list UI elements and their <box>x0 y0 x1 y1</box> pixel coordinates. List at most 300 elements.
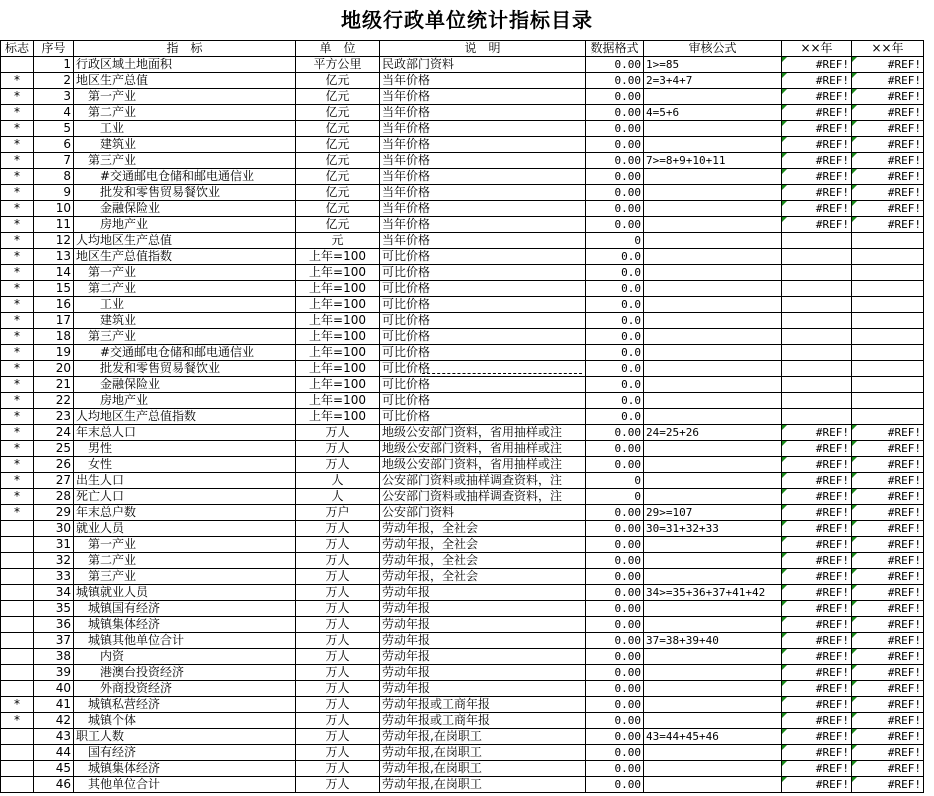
cell-year-1[interactable]: #REF! <box>782 505 852 521</box>
cell-format[interactable]: 0.00 <box>586 217 644 233</box>
cell-format[interactable]: 0.00 <box>586 121 644 137</box>
cell-year-2[interactable]: #REF! <box>852 121 924 137</box>
cell-format[interactable]: 0.0 <box>586 393 644 409</box>
cell-year-1[interactable]: #REF! <box>782 681 852 697</box>
cell-seq[interactable]: 27 <box>34 473 74 489</box>
cell-check-formula[interactable] <box>644 297 782 313</box>
cell-format[interactable]: 0.00 <box>586 441 644 457</box>
cell-year-2[interactable] <box>852 345 924 361</box>
cell-unit[interactable]: 万人 <box>296 601 380 617</box>
cell-indicator[interactable]: 其他单位合计 <box>74 777 296 793</box>
cell-year-1[interactable]: #REF! <box>782 105 852 121</box>
cell-check-formula[interactable] <box>644 313 782 329</box>
col-header-unit[interactable]: 单 位 <box>296 41 380 57</box>
cell-unit[interactable]: 人 <box>296 473 380 489</box>
cell-year-1[interactable] <box>782 409 852 425</box>
cell-year-2[interactable]: #REF! <box>852 697 924 713</box>
cell-check-formula[interactable] <box>644 745 782 761</box>
cell-seq[interactable]: 45 <box>34 761 74 777</box>
cell-description[interactable]: 劳动年报,在岗职工 <box>380 761 586 777</box>
cell-year-2[interactable]: #REF! <box>852 665 924 681</box>
cell-description[interactable]: 可比价格 <box>380 393 586 409</box>
cell-indicator[interactable]: 建筑业 <box>74 137 296 153</box>
cell-unit[interactable]: 上年=100 <box>296 377 380 393</box>
cell-year-2[interactable]: #REF! <box>852 441 924 457</box>
cell-seq[interactable]: 12 <box>34 233 74 249</box>
cell-check-formula[interactable]: 1>=85 <box>644 57 782 73</box>
cell-indicator[interactable]: 工业 <box>74 121 296 137</box>
cell-description[interactable]: 可比价格 <box>380 345 586 361</box>
cell-year-1[interactable]: #REF! <box>782 137 852 153</box>
cell-format[interactable]: 0.00 <box>586 105 644 121</box>
cell-year-1[interactable]: #REF! <box>782 649 852 665</box>
cell-unit[interactable]: 万人 <box>296 537 380 553</box>
cell-year-1[interactable]: #REF! <box>782 601 852 617</box>
cell-year-1[interactable]: #REF! <box>782 617 852 633</box>
cell-unit[interactable]: 万人 <box>296 729 380 745</box>
cell-indicator[interactable]: 金融保险业 <box>74 377 296 393</box>
cell-flag[interactable]: * <box>1 201 34 217</box>
cell-unit[interactable]: 上年=100 <box>296 313 380 329</box>
cell-check-formula[interactable] <box>644 553 782 569</box>
cell-year-2[interactable]: #REF! <box>852 761 924 777</box>
cell-check-formula[interactable]: 4=5+6 <box>644 105 782 121</box>
cell-year-2[interactable]: #REF! <box>852 649 924 665</box>
cell-year-2[interactable]: #REF! <box>852 425 924 441</box>
cell-format[interactable]: 0.0 <box>586 361 644 377</box>
cell-format[interactable]: 0.00 <box>586 537 644 553</box>
cell-indicator[interactable]: 第二产业 <box>74 105 296 121</box>
cell-seq[interactable]: 21 <box>34 377 74 393</box>
cell-seq[interactable]: 26 <box>34 457 74 473</box>
cell-indicator[interactable]: 城镇集体经济 <box>74 761 296 777</box>
cell-year-2[interactable]: #REF! <box>852 73 924 89</box>
cell-indicator[interactable]: 女性 <box>74 457 296 473</box>
cell-year-1[interactable]: #REF! <box>782 89 852 105</box>
cell-unit[interactable]: 亿元 <box>296 137 380 153</box>
cell-format[interactable]: 0.0 <box>586 313 644 329</box>
cell-indicator[interactable]: 职工人数 <box>74 729 296 745</box>
cell-year-2[interactable] <box>852 361 924 377</box>
cell-seq[interactable]: 25 <box>34 441 74 457</box>
cell-year-2[interactable]: #REF! <box>852 681 924 697</box>
cell-seq[interactable]: 15 <box>34 281 74 297</box>
cell-format[interactable]: 0.00 <box>586 153 644 169</box>
cell-year-1[interactable]: #REF! <box>782 537 852 553</box>
cell-check-formula[interactable]: 43=44+45+46 <box>644 729 782 745</box>
cell-unit[interactable]: 万人 <box>296 617 380 633</box>
cell-format[interactable]: 0.00 <box>586 585 644 601</box>
cell-year-2[interactable]: #REF! <box>852 633 924 649</box>
cell-year-2[interactable] <box>852 377 924 393</box>
cell-year-1[interactable] <box>782 297 852 313</box>
cell-flag[interactable] <box>1 537 34 553</box>
cell-description[interactable]: 可比价格 <box>380 377 586 393</box>
cell-year-2[interactable] <box>852 313 924 329</box>
cell-unit[interactable]: 万人 <box>296 665 380 681</box>
cell-format[interactable]: 0.00 <box>586 425 644 441</box>
cell-format[interactable]: 0.0 <box>586 377 644 393</box>
cell-unit[interactable]: 亿元 <box>296 153 380 169</box>
cell-year-2[interactable]: #REF! <box>852 489 924 505</box>
cell-description[interactable]: 当年价格 <box>380 73 586 89</box>
cell-flag[interactable]: * <box>1 457 34 473</box>
cell-flag[interactable]: * <box>1 105 34 121</box>
cell-indicator[interactable]: 年末总户数 <box>74 505 296 521</box>
cell-format[interactable]: 0.00 <box>586 89 644 105</box>
col-header-seq[interactable]: 序号 <box>34 41 74 57</box>
cell-year-1[interactable] <box>782 393 852 409</box>
cell-year-2[interactable]: #REF! <box>852 473 924 489</box>
cell-format[interactable]: 0.00 <box>586 201 644 217</box>
cell-flag[interactable] <box>1 761 34 777</box>
cell-year-1[interactable] <box>782 249 852 265</box>
cell-indicator[interactable]: 城镇其他单位合计 <box>74 633 296 649</box>
cell-description[interactable]: 当年价格 <box>380 153 586 169</box>
cell-year-2[interactable]: #REF! <box>852 729 924 745</box>
cell-seq[interactable]: 34 <box>34 585 74 601</box>
cell-description[interactable]: 可比价格 <box>380 265 586 281</box>
cell-seq[interactable]: 17 <box>34 313 74 329</box>
cell-flag[interactable]: * <box>1 393 34 409</box>
cell-seq[interactable]: 42 <box>34 713 74 729</box>
cell-format[interactable]: 0.0 <box>586 249 644 265</box>
cell-unit[interactable]: 亿元 <box>296 217 380 233</box>
cell-description[interactable]: 可比价格 <box>380 297 586 313</box>
cell-flag[interactable] <box>1 57 34 73</box>
cell-year-1[interactable]: #REF! <box>782 489 852 505</box>
cell-check-formula[interactable] <box>644 457 782 473</box>
cell-seq[interactable]: 35 <box>34 601 74 617</box>
cell-seq[interactable]: 44 <box>34 745 74 761</box>
cell-indicator[interactable]: 外商投资经济 <box>74 681 296 697</box>
cell-year-2[interactable]: #REF! <box>852 137 924 153</box>
cell-check-formula[interactable]: 7>=8+9+10+11 <box>644 153 782 169</box>
cell-indicator[interactable]: 城镇就业人员 <box>74 585 296 601</box>
cell-indicator[interactable]: 出生人口 <box>74 473 296 489</box>
cell-check-formula[interactable]: 2=3+4+7 <box>644 73 782 89</box>
cell-format[interactable]: 0.00 <box>586 697 644 713</box>
cell-year-2[interactable]: #REF! <box>852 713 924 729</box>
cell-description[interactable]: 劳动年报 <box>380 601 586 617</box>
cell-check-formula[interactable] <box>644 441 782 457</box>
cell-unit[interactable]: 万人 <box>296 777 380 793</box>
cell-unit[interactable]: 上年=100 <box>296 393 380 409</box>
cell-seq[interactable]: 30 <box>34 521 74 537</box>
cell-year-1[interactable]: #REF! <box>782 745 852 761</box>
cell-format[interactable]: 0.00 <box>586 665 644 681</box>
cell-seq[interactable]: 32 <box>34 553 74 569</box>
cell-year-1[interactable]: #REF! <box>782 633 852 649</box>
cell-indicator[interactable]: 第二产业 <box>74 553 296 569</box>
cell-check-formula[interactable] <box>644 265 782 281</box>
cell-flag[interactable] <box>1 617 34 633</box>
cell-flag[interactable]: * <box>1 153 34 169</box>
cell-year-2[interactable]: #REF! <box>852 169 924 185</box>
cell-check-formula[interactable]: 34>=35+36+37+41+42 <box>644 585 782 601</box>
cell-unit[interactable]: 万人 <box>296 681 380 697</box>
cell-format[interactable]: 0.00 <box>586 569 644 585</box>
cell-year-1[interactable] <box>782 313 852 329</box>
cell-unit[interactable]: 万人 <box>296 713 380 729</box>
cell-indicator[interactable]: #交通邮电仓储和邮电通信业 <box>74 169 296 185</box>
cell-unit[interactable]: 万人 <box>296 441 380 457</box>
cell-description[interactable]: 当年价格 <box>380 89 586 105</box>
cell-year-1[interactable]: #REF! <box>782 473 852 489</box>
cell-check-formula[interactable] <box>644 329 782 345</box>
cell-seq[interactable]: 9 <box>34 185 74 201</box>
cell-year-1[interactable]: #REF! <box>782 441 852 457</box>
cell-seq[interactable]: 38 <box>34 649 74 665</box>
cell-unit[interactable]: 万人 <box>296 649 380 665</box>
cell-description[interactable]: 劳动年报，全社会 <box>380 569 586 585</box>
cell-description[interactable]: 劳动年报,在岗职工 <box>380 777 586 793</box>
cell-unit[interactable]: 万人 <box>296 585 380 601</box>
cell-year-2[interactable]: #REF! <box>852 153 924 169</box>
cell-description[interactable]: 劳动年报 <box>380 665 586 681</box>
cell-format[interactable]: 0.00 <box>586 553 644 569</box>
cell-unit[interactable]: 元 <box>296 233 380 249</box>
cell-flag[interactable]: * <box>1 313 34 329</box>
cell-description[interactable]: 地级公安部门资料，省用抽样或注 <box>380 457 586 473</box>
cell-flag[interactable] <box>1 569 34 585</box>
cell-seq[interactable]: 41 <box>34 697 74 713</box>
cell-year-2[interactable]: #REF! <box>852 457 924 473</box>
cell-description[interactable]: 地级公安部门资料，省用抽样或注 <box>380 425 586 441</box>
cell-year-1[interactable]: #REF! <box>782 569 852 585</box>
cell-year-1[interactable]: #REF! <box>782 169 852 185</box>
cell-description[interactable]: 公安部门资料或抽样调查资料，注 <box>380 473 586 489</box>
cell-year-2[interactable] <box>852 281 924 297</box>
cell-format[interactable]: 0.00 <box>586 745 644 761</box>
cell-check-formula[interactable] <box>644 393 782 409</box>
cell-year-2[interactable] <box>852 393 924 409</box>
cell-seq[interactable]: 1 <box>34 57 74 73</box>
cell-year-2[interactable] <box>852 265 924 281</box>
cell-unit[interactable]: 亿元 <box>296 73 380 89</box>
cell-description[interactable]: 可比价格 <box>380 313 586 329</box>
cell-description[interactable]: 公安部门资料或抽样调查资料，注 <box>380 489 586 505</box>
cell-year-1[interactable]: #REF! <box>782 761 852 777</box>
cell-seq[interactable]: 6 <box>34 137 74 153</box>
cell-flag[interactable] <box>1 745 34 761</box>
cell-description[interactable]: 当年价格 <box>380 201 586 217</box>
cell-check-formula[interactable] <box>644 777 782 793</box>
cell-description[interactable]: 劳动年报,在岗职工 <box>380 729 586 745</box>
cell-unit[interactable]: 亿元 <box>296 105 380 121</box>
cell-description[interactable]: 劳动年报 <box>380 681 586 697</box>
cell-check-formula[interactable] <box>644 121 782 137</box>
cell-description[interactable]: 当年价格 <box>380 137 586 153</box>
cell-flag[interactable]: * <box>1 697 34 713</box>
cell-year-1[interactable]: #REF! <box>782 521 852 537</box>
cell-flag[interactable] <box>1 601 34 617</box>
cell-indicator[interactable]: 城镇私营经济 <box>74 697 296 713</box>
cell-flag[interactable]: * <box>1 377 34 393</box>
cell-flag[interactable]: * <box>1 505 34 521</box>
cell-year-1[interactable] <box>782 345 852 361</box>
cell-format[interactable]: 0.0 <box>586 409 644 425</box>
cell-indicator[interactable]: 建筑业 <box>74 313 296 329</box>
cell-seq[interactable]: 29 <box>34 505 74 521</box>
cell-description[interactable]: 当年价格 <box>380 185 586 201</box>
col-header-check-formula[interactable]: 审核公式 <box>644 41 782 57</box>
cell-seq[interactable]: 46 <box>34 777 74 793</box>
cell-indicator[interactable]: 房地产业 <box>74 393 296 409</box>
cell-format[interactable]: 0.00 <box>586 713 644 729</box>
cell-check-formula[interactable] <box>644 281 782 297</box>
cell-year-1[interactable] <box>782 361 852 377</box>
cell-seq[interactable]: 33 <box>34 569 74 585</box>
cell-check-formula[interactable] <box>644 361 782 377</box>
cell-check-formula[interactable] <box>644 137 782 153</box>
cell-year-1[interactable]: #REF! <box>782 729 852 745</box>
col-header-indicator[interactable]: 指 标 <box>74 41 296 57</box>
cell-flag[interactable] <box>1 521 34 537</box>
cell-format[interactable]: 0.00 <box>586 457 644 473</box>
cell-year-2[interactable]: #REF! <box>852 57 924 73</box>
cell-unit[interactable]: 亿元 <box>296 121 380 137</box>
cell-year-2[interactable]: #REF! <box>852 745 924 761</box>
cell-format[interactable]: 0.0 <box>586 345 644 361</box>
cell-unit[interactable]: 上年=100 <box>296 249 380 265</box>
cell-unit[interactable]: 平方公里 <box>296 57 380 73</box>
cell-year-1[interactable]: #REF! <box>782 585 852 601</box>
cell-indicator[interactable]: 第三产业 <box>74 569 296 585</box>
cell-year-1[interactable]: #REF! <box>782 697 852 713</box>
cell-indicator[interactable]: 地区生产总值 <box>74 73 296 89</box>
cell-description[interactable]: 当年价格 <box>380 169 586 185</box>
cell-seq[interactable]: 43 <box>34 729 74 745</box>
cell-year-1[interactable]: #REF! <box>782 185 852 201</box>
cell-indicator[interactable]: 人均地区生产总值指数 <box>74 409 296 425</box>
cell-description[interactable]: 劳动年报或工商年报 <box>380 713 586 729</box>
cell-description[interactable]: 劳动年报，全社会 <box>380 521 586 537</box>
cell-description[interactable]: 公安部门资料 <box>380 505 586 521</box>
cell-format[interactable]: 0 <box>586 473 644 489</box>
cell-format[interactable]: 0 <box>586 233 644 249</box>
cell-year-2[interactable] <box>852 249 924 265</box>
cell-flag[interactable]: * <box>1 425 34 441</box>
cell-check-formula[interactable] <box>644 409 782 425</box>
cell-indicator[interactable]: 国有经济 <box>74 745 296 761</box>
cell-unit[interactable]: 上年=100 <box>296 281 380 297</box>
cell-indicator[interactable]: 第三产业 <box>74 329 296 345</box>
cell-description[interactable]: 劳动年报 <box>380 633 586 649</box>
cell-indicator[interactable]: #交通邮电仓储和邮电通信业 <box>74 345 296 361</box>
cell-unit[interactable]: 万人 <box>296 457 380 473</box>
cell-format[interactable]: 0.00 <box>586 57 644 73</box>
cell-indicator[interactable]: 就业人员 <box>74 521 296 537</box>
cell-description[interactable]: 当年价格 <box>380 233 586 249</box>
cell-unit[interactable]: 上年=100 <box>296 409 380 425</box>
cell-indicator[interactable]: 批发和零售贸易餐饮业 <box>74 185 296 201</box>
cell-seq[interactable]: 10 <box>34 201 74 217</box>
cell-year-2[interactable]: #REF! <box>852 537 924 553</box>
cell-format[interactable]: 0.00 <box>586 761 644 777</box>
cell-year-2[interactable]: #REF! <box>852 553 924 569</box>
cell-flag[interactable]: * <box>1 713 34 729</box>
cell-year-1[interactable]: #REF! <box>782 73 852 89</box>
cell-description[interactable]: 当年价格 <box>380 121 586 137</box>
cell-indicator[interactable]: 行政区域土地面积 <box>74 57 296 73</box>
cell-year-1[interactable]: #REF! <box>782 777 852 793</box>
cell-year-1[interactable] <box>782 233 852 249</box>
cell-check-formula[interactable] <box>644 185 782 201</box>
cell-format[interactable]: 0.00 <box>586 73 644 89</box>
cell-format[interactable]: 0.0 <box>586 281 644 297</box>
cell-indicator[interactable]: 内资 <box>74 649 296 665</box>
cell-year-2[interactable]: #REF! <box>852 105 924 121</box>
cell-flag[interactable]: * <box>1 137 34 153</box>
cell-check-formula[interactable] <box>644 217 782 233</box>
cell-year-2[interactable]: #REF! <box>852 185 924 201</box>
cell-year-1[interactable] <box>782 265 852 281</box>
cell-format[interactable]: 0 <box>586 489 644 505</box>
cell-description[interactable]: 地级公安部门资料，省用抽样或注 <box>380 441 586 457</box>
cell-seq[interactable]: 23 <box>34 409 74 425</box>
cell-year-2[interactable]: #REF! <box>852 217 924 233</box>
cell-year-1[interactable] <box>782 329 852 345</box>
cell-unit[interactable]: 亿元 <box>296 185 380 201</box>
cell-indicator[interactable]: 城镇国有经济 <box>74 601 296 617</box>
cell-indicator[interactable]: 工业 <box>74 297 296 313</box>
cell-format[interactable]: 0.00 <box>586 169 644 185</box>
cell-unit[interactable]: 万人 <box>296 553 380 569</box>
cell-format[interactable]: 0.0 <box>586 265 644 281</box>
cell-check-formula[interactable] <box>644 169 782 185</box>
cell-flag[interactable]: * <box>1 265 34 281</box>
cell-seq[interactable]: 40 <box>34 681 74 697</box>
cell-check-formula[interactable] <box>644 473 782 489</box>
cell-check-formula[interactable] <box>644 489 782 505</box>
cell-unit[interactable]: 上年=100 <box>296 345 380 361</box>
cell-indicator[interactable]: 第二产业 <box>74 281 296 297</box>
cell-flag[interactable]: * <box>1 409 34 425</box>
cell-seq[interactable]: 37 <box>34 633 74 649</box>
cell-flag[interactable]: * <box>1 185 34 201</box>
cell-flag[interactable] <box>1 649 34 665</box>
cell-seq[interactable]: 14 <box>34 265 74 281</box>
cell-indicator[interactable]: 第三产业 <box>74 153 296 169</box>
cell-indicator[interactable]: 第一产业 <box>74 89 296 105</box>
cell-year-1[interactable]: #REF! <box>782 425 852 441</box>
cell-flag[interactable] <box>1 553 34 569</box>
cell-flag[interactable]: * <box>1 441 34 457</box>
cell-flag[interactable]: * <box>1 217 34 233</box>
cell-description[interactable]: 可比价格 <box>380 361 586 377</box>
cell-year-2[interactable]: #REF! <box>852 201 924 217</box>
cell-description[interactable]: 可比价格 <box>380 249 586 265</box>
cell-check-formula[interactable] <box>644 649 782 665</box>
cell-format[interactable]: 0.00 <box>586 505 644 521</box>
cell-indicator[interactable]: 年末总人口 <box>74 425 296 441</box>
cell-flag[interactable]: * <box>1 233 34 249</box>
cell-description[interactable]: 劳动年报 <box>380 617 586 633</box>
cell-year-1[interactable]: #REF! <box>782 713 852 729</box>
cell-description[interactable]: 可比价格 <box>380 329 586 345</box>
cell-unit[interactable]: 万人 <box>296 569 380 585</box>
cell-format[interactable]: 0.00 <box>586 601 644 617</box>
cell-flag[interactable]: * <box>1 345 34 361</box>
cell-description[interactable]: 劳动年报，全社会 <box>380 537 586 553</box>
cell-description[interactable]: 当年价格 <box>380 105 586 121</box>
cell-seq[interactable]: 36 <box>34 617 74 633</box>
cell-indicator[interactable]: 人均地区生产总值 <box>74 233 296 249</box>
cell-indicator[interactable]: 死亡人口 <box>74 489 296 505</box>
cell-year-1[interactable]: #REF! <box>782 665 852 681</box>
cell-indicator[interactable]: 城镇集体经济 <box>74 617 296 633</box>
